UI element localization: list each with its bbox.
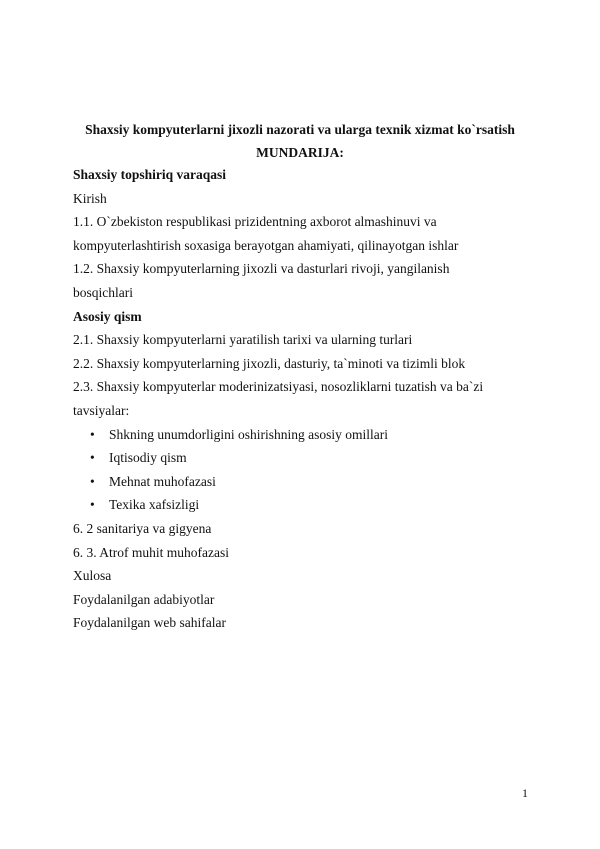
toc-item-1-2: 1.2. Shaxsiy kompyuterlarning jixozli va dasturlari rivoji, yangilanish [73, 261, 450, 277]
toc-item-1-1-continued: kompyuterlashtirish soxasiga berayotgan ahamiyati, qilinayotgan ishlar [73, 237, 459, 253]
toc-item-references: Foydalanilgan adabiyotlar [73, 591, 215, 607]
bullet-icon: • [90, 497, 95, 513]
toc-heading-main-part: Asosiy qism [73, 308, 142, 324]
document-title: Shaxsiy kompyuterlarni jixozli nazorati va ularga texnik xizmat ko`rsatish [85, 122, 515, 137]
toc-bullet-label: Iqtisodiy qism [109, 450, 187, 466]
toc-item-1-1: 1.1. O`zbekiston respublikasi prizidentning axborot almashinuvi va [73, 214, 437, 230]
bullet-icon: • [90, 450, 95, 466]
toc-bullet-item [73, 423, 543, 447]
toc-bullet-label: Mehnat muhofazasi [109, 473, 216, 489]
toc-heading-assignment-sheet: Shaxsiy topshiriq varaqasi [73, 167, 227, 182]
bullet-icon: • [90, 473, 95, 489]
toc-bullet-item [73, 470, 543, 494]
bullet-icon: • [90, 426, 95, 442]
toc-bullet-item [73, 493, 543, 517]
toc-item-1-2-continued: bosqichlari [73, 284, 133, 300]
table-of-contents [73, 163, 543, 635]
contents-heading: MUNDARIJA: [256, 145, 344, 160]
toc-item-introduction: Kirish [73, 190, 107, 206]
toc-item-2-1: 2.1. Shaxsiy kompyuterlarni yaratilish tarixi va ularning turlari [73, 332, 413, 348]
toc-bullet-label: Texika xafsizligi [109, 497, 200, 513]
toc-bullet-label: Shkning unumdorligini oshirishning asosiy omillari [109, 426, 389, 442]
toc-item-conclusion: Xulosa [73, 568, 112, 584]
toc-item-6-3: 6. 3. Atrof muhit muhofazasi [73, 544, 229, 560]
toc-item-2-3-continued: tavsiyalar: [73, 402, 130, 418]
toc-item-2-2: 2.2. Shaxsiy kompyuterlarning jixozli, dasturiy, ta`minoti va tizimli blok [73, 355, 466, 371]
toc-item-6-2: 6. 2 sanitariya va gigyena [73, 520, 212, 536]
toc-bullet-item [73, 446, 543, 470]
toc-item-web-sources: Foydalanilgan web sahifalar [73, 615, 226, 631]
page-number: 1 [522, 786, 528, 800]
toc-item-2-3: 2.3. Shaxsiy kompyuterlar moderinizatsiyasi, nosozliklarni tuzatish va ba`zi [73, 379, 484, 395]
